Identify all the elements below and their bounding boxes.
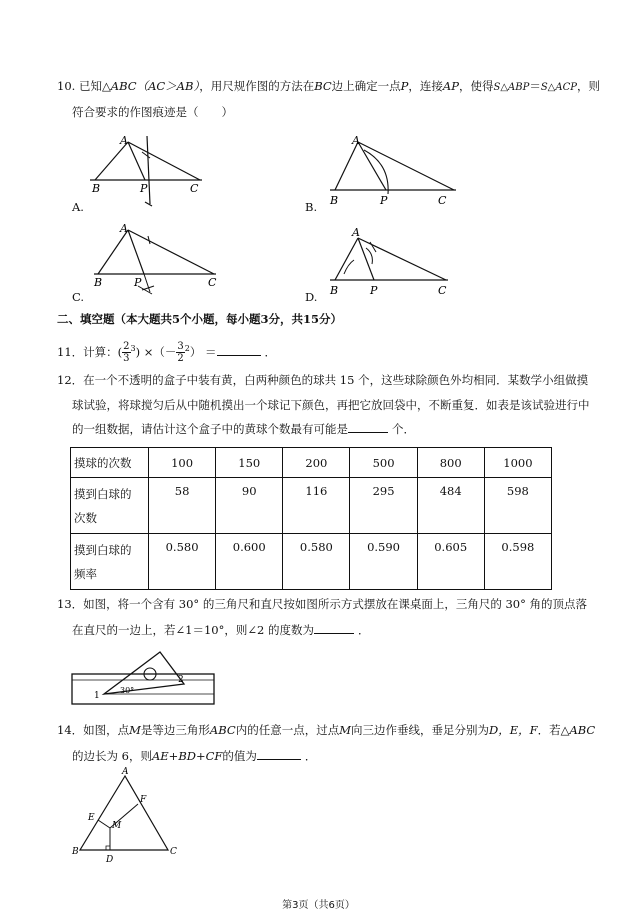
table-cell: 0.590 <box>350 534 417 590</box>
table-cell: 200 <box>283 448 350 478</box>
q11-end: ． <box>264 344 277 359</box>
q14-abc: ABC <box>209 723 236 737</box>
q14-text-d: 向三边作垂线，垂足分别为 <box>350 723 489 737</box>
q14-number: 14． <box>57 723 84 737</box>
q14-label-m: M <box>112 821 122 831</box>
q12-number: 12． <box>57 373 84 387</box>
q14-text-h: ． <box>304 749 317 763</box>
table-cell: 116 <box>283 478 350 534</box>
q13-figure <box>68 646 228 716</box>
q10-line1 <box>57 78 600 96</box>
fig-a-label-c: C <box>190 182 199 195</box>
q11-suffix: ） ＝ <box>189 344 217 359</box>
q14-text-f: 的边长为 6，则 <box>72 749 152 763</box>
q10-option-b[interactable]: B. <box>305 200 318 214</box>
q10-option-d[interactable]: D. <box>305 290 318 304</box>
table-cell: 0.580 <box>283 534 350 590</box>
q12-line3 <box>72 421 415 437</box>
table-cell: 500 <box>350 448 417 478</box>
q11-answer-blank[interactable] <box>217 344 261 356</box>
q10-abc: ABC <box>110 79 137 93</box>
table-cell: 58 <box>149 478 216 534</box>
table-cell: 0.605 <box>417 534 484 590</box>
q10-option-c[interactable]: C. <box>72 290 85 304</box>
q11-exponent-1: 3 <box>130 344 136 353</box>
q12-text-1: 在一个不透明的盒子中装有黄，白两种颜色的球共 15 个，这些球除颜色外均相同．某数学小组做摸 <box>83 373 589 387</box>
q10-text-e: ，使得 <box>458 79 494 93</box>
fig-d-label-p: P <box>370 284 378 297</box>
table-cell: 0.600 <box>216 534 283 590</box>
q10-figure-b <box>330 132 470 212</box>
q13-label-2: 2 <box>178 675 184 685</box>
fig-b-label-c: C <box>438 194 447 207</box>
q14-label-b: B <box>72 847 79 857</box>
table-head-white-freq: 摸到白球的 频率 <box>71 534 149 590</box>
q10-option-a[interactable]: A. <box>72 200 84 214</box>
fig-a-label-b: B <box>92 182 101 195</box>
q11-number: 11． <box>57 344 84 359</box>
q10-text-b: ，用尺规作图的方法在 <box>199 79 315 93</box>
q13-line2 <box>72 622 369 638</box>
q14-text-g: 的值为 <box>222 749 257 763</box>
q12-data-table <box>70 447 552 590</box>
q10-bc: BC <box>314 79 332 93</box>
table-cell: 295 <box>350 478 417 534</box>
q13-text-2-end: ． <box>357 623 370 637</box>
q13-number: 13． <box>57 597 84 611</box>
q14-figure <box>70 767 180 880</box>
q10-area-acp: S△ACP <box>540 82 577 93</box>
fig-c-label-b: B <box>94 276 103 289</box>
q14-label-e: E <box>88 813 95 823</box>
q10-condition: （AC＞AB） <box>136 79 200 93</box>
fig-b-label-a: A <box>352 134 360 147</box>
q12-text-3: 的一组数据，请估计这个盒子中的黄球个数最有可能是 <box>72 422 348 436</box>
q12-text-3-end: 个． <box>392 422 415 436</box>
q14-def: D，E，F <box>488 723 538 737</box>
table-cell: 0.598 <box>484 534 551 590</box>
table-cell: 0.580 <box>149 534 216 590</box>
fig-c-label-a: A <box>120 222 128 235</box>
q13-label-30: 30° <box>120 686 135 695</box>
q14-label-f: F <box>140 795 147 805</box>
table-cell: 100 <box>149 448 216 478</box>
q14-abc-2: ABC <box>569 723 596 737</box>
table-cell: 90 <box>216 478 283 534</box>
section-title: 二、填空题（本大题共5个小题，每小题3分，共15分） <box>57 312 343 326</box>
table-cell: 150 <box>216 448 283 478</box>
q14-label-d: D <box>106 855 114 865</box>
table-cell: 800 <box>417 448 484 478</box>
q10-equals: ＝ <box>529 79 541 93</box>
q14-m: M <box>129 723 141 737</box>
q10-ap: AP <box>442 79 459 93</box>
q10-text-a: 已知△ <box>78 79 111 93</box>
table-head-white-count: 摸到白球的 次数 <box>71 478 149 534</box>
q14-label-c: C <box>170 847 177 857</box>
fig-d-label-b: B <box>330 284 339 297</box>
q10-figure-a <box>90 132 220 212</box>
q10-text-c: 边上确定一点 <box>331 79 401 93</box>
q14-line2 <box>72 748 316 764</box>
table-cell: 484 <box>417 478 484 534</box>
fig-a-label-a: A <box>120 134 128 147</box>
q14-text-b: 是等边三角形 <box>140 723 210 737</box>
q11-times: ) ×（－ <box>135 344 177 359</box>
q10-text-d: ，连接 <box>408 79 443 93</box>
table-row <box>71 478 552 534</box>
q11-line <box>57 338 276 364</box>
q10-figure-d <box>330 220 470 300</box>
q13-label-1: 1 <box>94 691 100 701</box>
q10-text-f: ，则 <box>576 79 600 93</box>
page-footer: 第3页（共6页） <box>282 900 355 911</box>
q14-label-a: A <box>122 767 129 777</box>
q10-number: 10. <box>57 79 76 93</box>
q13-text-2: 在直尺的一边上，若∠1＝10°，则∠2 的度数为 <box>72 623 314 637</box>
q12-line1 <box>57 372 588 388</box>
table-head-trials: 摸球的次数 <box>71 448 149 478</box>
q10-p: P <box>400 79 409 93</box>
q13-text-1: 如图，将一个含有 30° 的三角尺和直尺按如图所示方式摆放在课桌面上，三角尺的 30° 角的顶点落 <box>83 597 588 611</box>
table-cell: 1000 <box>484 448 551 478</box>
q11-fraction-1: $\frac{2}{3}$ <box>123 341 130 365</box>
q13-answer-blank[interactable] <box>314 622 354 634</box>
q13-line1 <box>57 596 587 612</box>
fig-b-label-p: P <box>380 194 388 207</box>
q11-fraction-2: $\frac{3}{2}$ <box>177 341 184 365</box>
fig-a-label-p: P <box>140 182 148 195</box>
fig-d-label-a: A <box>352 226 360 239</box>
q10-figure-c <box>90 220 230 300</box>
q14-text-c: 内的任意一点，过点 <box>235 723 340 737</box>
q14-text-e: ．若△ <box>537 723 570 737</box>
q14-line1 <box>57 722 595 738</box>
q11-prefix: 计算：( <box>83 344 123 359</box>
fig-d-label-c: C <box>438 284 447 297</box>
q11-exponent-2: 2 <box>184 344 190 353</box>
q12-text-2: 球试验，将球搅匀后从中随机摸出一个球记下颜色，再把它放回袋中，不断重复．如表是该试验进行中 <box>72 398 590 412</box>
fig-c-label-c: C <box>208 276 217 289</box>
table-row <box>71 534 552 590</box>
q14-text-a: 如图，点 <box>83 723 130 737</box>
q10-area-abp: S△ABP <box>493 82 530 93</box>
q14-answer-blank[interactable] <box>257 748 301 760</box>
fig-b-label-b: B <box>330 194 339 207</box>
q12-answer-blank[interactable] <box>348 421 388 433</box>
table-row <box>71 448 552 478</box>
q14-m-2: M <box>339 723 351 737</box>
q10-line2: 符合要求的作图痕迹是（ ） <box>72 105 233 119</box>
q14-expression: AE+BD+CF <box>151 749 223 763</box>
fig-c-label-p: P <box>134 276 142 289</box>
table-cell: 598 <box>484 478 551 534</box>
